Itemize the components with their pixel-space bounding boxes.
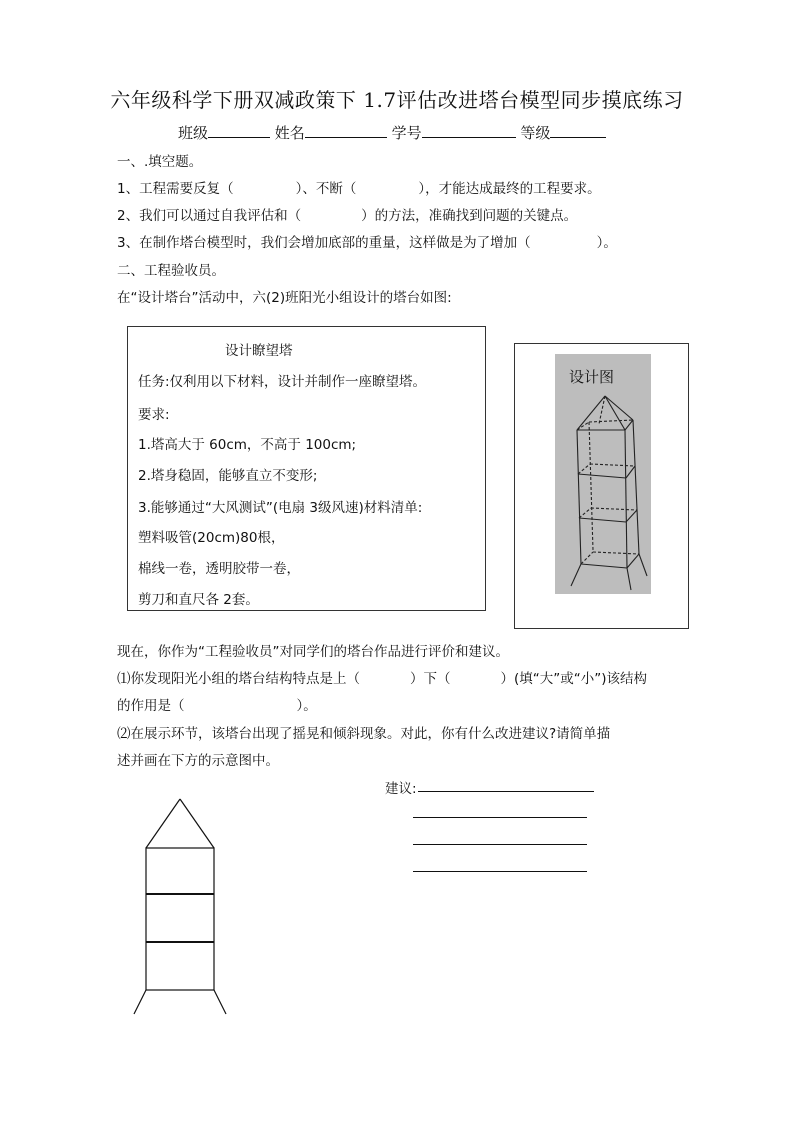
student-info-row <box>178 122 606 143</box>
name-label: 姓名 <box>274 124 305 142</box>
task-box <box>127 326 486 611</box>
part2-question-2-line2: 述并画在下方的示意图中。 <box>117 753 279 769</box>
part2-question-1: ⑴你发现阳光小组的塔台结构特点是上（ ）下（ ）(填“大”或“小”)该结构 <box>117 671 648 687</box>
requirement-1: 1.塔高大于 60cm，不高于 100cm; <box>138 437 357 453</box>
grade-label: 等级 <box>520 124 551 142</box>
number-blank[interactable] <box>422 123 516 138</box>
fill-question-1: 1、工程需要反复（ ）、不断（ ），才能达成最终的工程要求。 <box>117 181 601 197</box>
task-description: 任务:仅利用以下材料，设计并制作一座瞭望塔。 <box>138 374 427 390</box>
class-label: 班级 <box>178 124 209 142</box>
suggestion-line-1[interactable] <box>418 791 594 792</box>
page-title: 六年级科学下册双减政策下 1.7评估改进塔台模型同步摸底练习 <box>110 88 684 112</box>
class-blank[interactable] <box>208 123 270 138</box>
material-3: 剪刀和直尺各 2套。 <box>138 592 259 608</box>
design-image-frame <box>514 343 689 629</box>
suggestion-line-3[interactable] <box>413 844 587 845</box>
part2-question-2-line1: ⑵在展示环节，该塔台出现了摇晃和倾斜现象。对此，你有什么改进建议?请简单描 <box>117 726 611 742</box>
section1-heading: 一、.填空题。 <box>117 154 203 170</box>
tower-sketch-icon <box>555 354 651 594</box>
design-photo <box>555 354 651 594</box>
design-photo-label: 设计图 <box>569 368 615 386</box>
requirement-3: 3.能够通过“大风测试”(电扇 3级风速)材料清单: <box>138 500 423 516</box>
number-label: 学号 <box>391 124 422 142</box>
task-title: 设计瞭望塔 <box>225 343 293 359</box>
grade-blank[interactable] <box>550 123 606 138</box>
part2-question-1-cont: 的作用是（ ）。 <box>117 698 317 714</box>
section2-heading: 二、工程验收员。 <box>117 263 225 279</box>
tower-diagram-icon[interactable] <box>128 795 238 1020</box>
requirements-label: 要求: <box>138 407 170 423</box>
section2-intro: 在“设计塔台”活动中，六(2)班阳光小组设计的塔台如图: <box>117 290 452 306</box>
fill-question-3: 3、在制作塔台模型时，我们会增加底部的重量，这样做是为了增加（ ）。 <box>117 235 617 251</box>
fill-question-2: 2、我们可以通过自我评估和（ ）的方法，准确找到问题的关键点。 <box>117 208 578 224</box>
requirement-2: 2.塔身稳固，能够直立不变形; <box>138 468 318 484</box>
suggestion-line-4[interactable] <box>413 871 587 872</box>
material-1: 塑料吸管(20cm)80根， <box>138 530 285 546</box>
material-2: 棉线一卷，透明胶带一卷， <box>138 561 300 577</box>
part2-intro: 现在，你作为“工程验收员”对同学们的塔台作品进行评价和建议。 <box>117 644 509 660</box>
suggestion-label: 建议: <box>385 781 417 797</box>
name-blank[interactable] <box>305 123 387 138</box>
suggestion-line-2[interactable] <box>413 817 587 818</box>
